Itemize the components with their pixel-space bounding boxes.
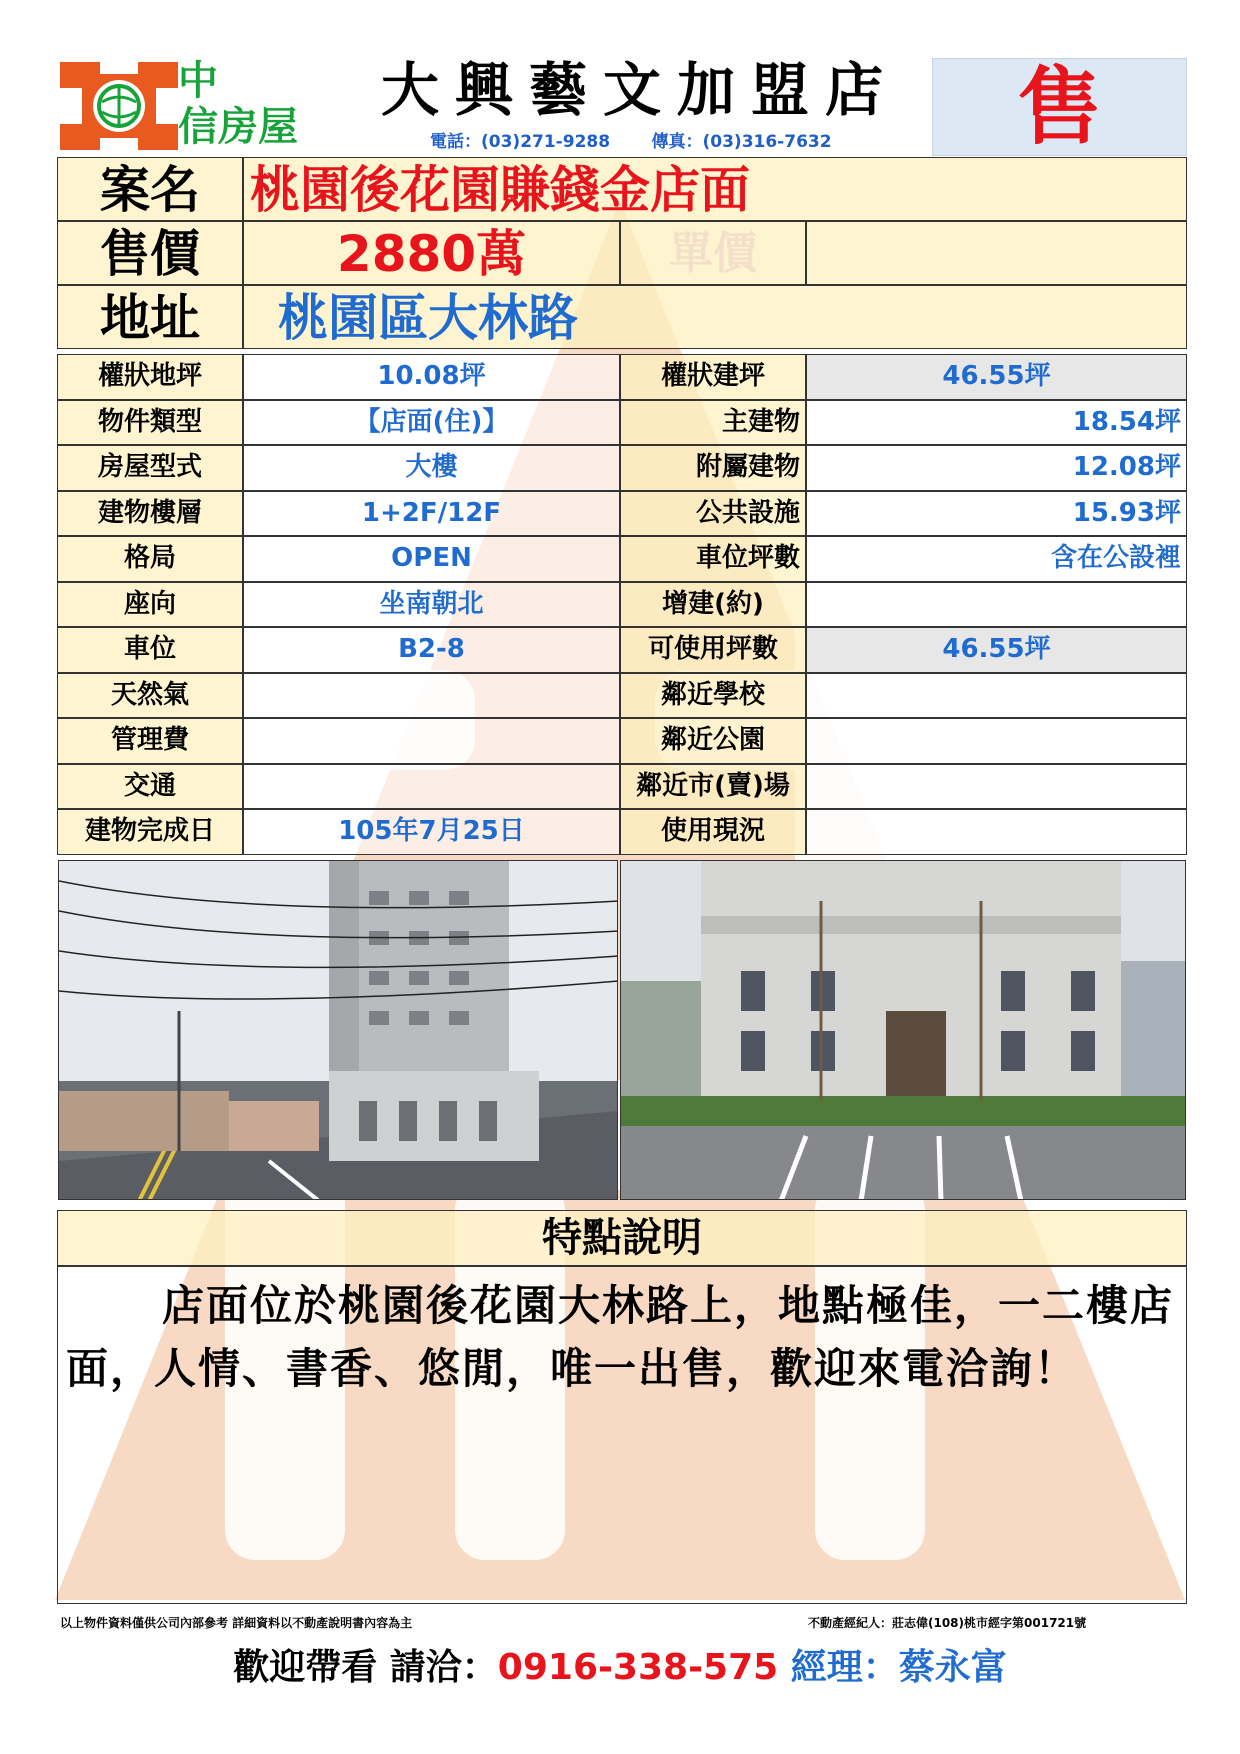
unit-price-label: 單價 [669, 228, 757, 279]
detail-label: 建物樓層 [97, 497, 202, 528]
detail-value: 46.55坪 [942, 361, 1051, 391]
sale-badge: 售 [1017, 58, 1102, 156]
store-name: 大興藝文加盟店 [380, 56, 899, 124]
building-photo [620, 860, 1186, 1200]
detail-label: 格局 [123, 543, 176, 573]
address-label: 地址 [100, 289, 200, 347]
detail-value: 105年7月25日 [338, 816, 525, 846]
detail-value: 含在公設裡 [1050, 543, 1181, 573]
detail-label: 交通 [123, 770, 176, 801]
detail-value [806, 809, 1187, 855]
unit-price-value-cell [806, 221, 1187, 285]
contact-banner [0, 1640, 1240, 1696]
property-name: 桃園後花園賺錢金店面 [250, 161, 750, 219]
brand-name [178, 58, 328, 156]
detail-label: 使用現況 [660, 816, 765, 846]
fax-number: (03)316-7632 [702, 132, 832, 152]
detail-value: 10.08坪 [377, 361, 486, 391]
detail-label: 車位坪數 [695, 543, 800, 573]
price-label: 售價 [100, 225, 200, 283]
features-body: 店面位於桃園後花園大林路上，地點極佳，一二樓店面，人情、書香、悠閒，唯一出售，歡迎來電洽詢！ [66, 1281, 1175, 1393]
detail-label: 附屬建物 [695, 452, 800, 482]
address-value: 桃園區大林路 [278, 289, 578, 347]
detail-value [243, 764, 620, 810]
detail-value: 15.93坪 [1072, 497, 1181, 528]
disclaimer: 以上物件資料僅供公司內部參考 詳細資料以不動產說明書內容為主 [60, 1616, 413, 1630]
detail-label: 權狀地坪 [97, 361, 202, 391]
detail-label: 主建物 [721, 406, 800, 437]
street-photo [58, 860, 618, 1200]
contact-info [430, 130, 900, 154]
detail-value [806, 582, 1187, 628]
manager-label: 經理： [790, 1647, 899, 1688]
detail-value: 1+2F/12F [361, 497, 502, 528]
manager-name: 蔡永富 [898, 1647, 1007, 1688]
features-title: 特點說明 [542, 1215, 702, 1261]
price-value: 2880萬 [336, 225, 527, 283]
detail-label: 車位 [123, 634, 176, 664]
detail-label: 增建(約) [662, 588, 764, 619]
detail-label: 天然氣 [110, 679, 189, 710]
detail-value [806, 673, 1187, 719]
name-label: 案名 [100, 161, 200, 219]
detail-value [243, 673, 620, 719]
detail-label: 建物完成日 [84, 816, 215, 846]
globe-icon [60, 62, 178, 150]
phone-label: 電話： [430, 132, 481, 152]
detail-label: 公共設施 [695, 497, 800, 528]
agent-license: 不動產經紀人：莊志偉(108)桃市經字第001721號 [808, 1616, 1087, 1630]
mobile-number[interactable]: 0916-338-575 [497, 1647, 779, 1688]
brand-logo [60, 62, 178, 150]
detail-label: 鄰近市(賣)場 [636, 770, 790, 801]
fax-label: 傳真： [651, 132, 703, 152]
detail-value: OPEN [391, 543, 472, 573]
detail-value: 18.54坪 [1072, 406, 1181, 437]
detail-value: 大樓 [405, 452, 458, 482]
detail-value: B2-8 [398, 634, 465, 664]
detail-label: 可使用坪數 [647, 634, 778, 664]
phone-number: (03)271-9288 [481, 132, 611, 152]
detail-label: 鄰近公園 [660, 725, 765, 755]
detail-value: 46.55坪 [942, 634, 1051, 664]
detail-label: 座向 [123, 588, 176, 619]
detail-label: 管理費 [110, 725, 189, 755]
detail-label: 房屋型式 [97, 452, 202, 482]
cta-text: 歡迎帶看 請洽： [233, 1647, 498, 1688]
detail-value: 12.08坪 [1072, 452, 1181, 482]
brand-line-1: 中 [178, 58, 218, 104]
detail-label: 鄰近學校 [660, 679, 765, 710]
detail-value: 【店面(住)】 [354, 406, 509, 437]
detail-label: 權狀建坪 [660, 361, 765, 391]
detail-value [243, 718, 620, 764]
detail-value [806, 764, 1187, 810]
detail-value [806, 718, 1187, 764]
detail-label: 物件類型 [97, 406, 202, 437]
detail-value: 坐南朝北 [379, 588, 484, 619]
brand-line-2: 信房屋 [178, 104, 298, 150]
